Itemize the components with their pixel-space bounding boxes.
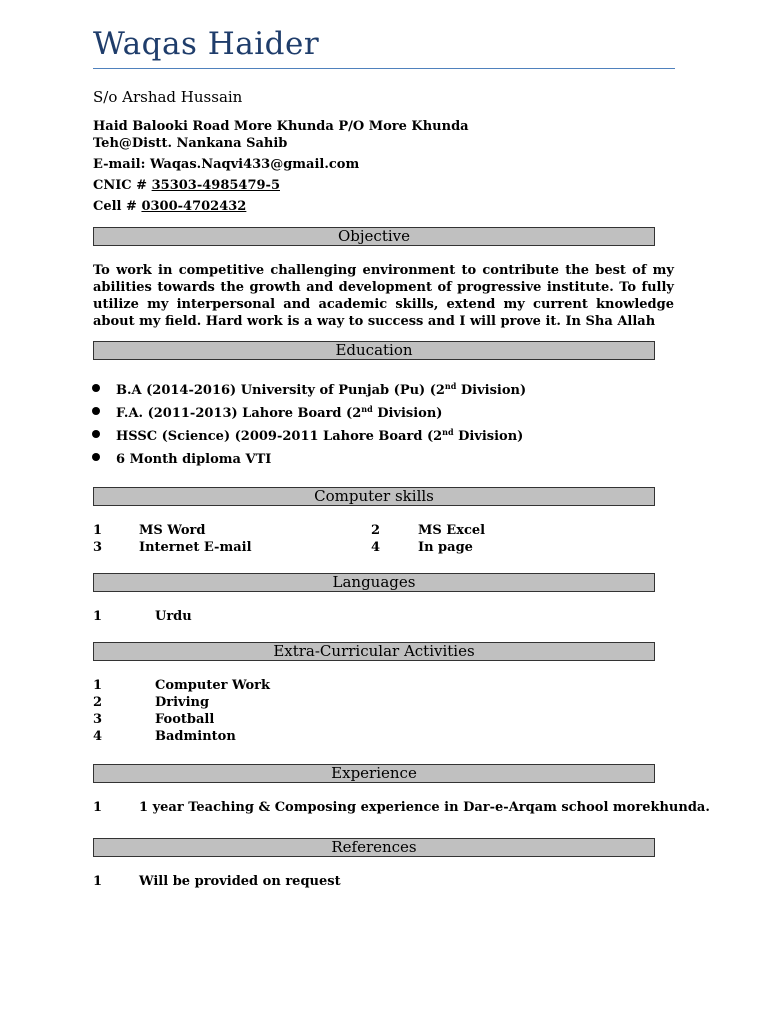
- activity-number: 3: [93, 712, 103, 727]
- section-languages-heading: Languages: [93, 573, 655, 592]
- cnic-label: CNIC #: [93, 178, 152, 193]
- skill-label: MS Excel: [418, 523, 486, 538]
- address-line-2: Teh@Distt. Nankana Sahib: [93, 136, 288, 151]
- education-item: HSSC (Science) (2009-2011 Lahore Board (2nd Division): [116, 427, 524, 444]
- section-computer-skills-heading: Computer skills: [93, 487, 655, 506]
- cell-value: 0300-4702432: [141, 199, 247, 214]
- parent-name: S/o Arshad Hussain: [93, 88, 243, 106]
- bullet-icon: [92, 430, 100, 438]
- cell-label: Cell #: [93, 199, 142, 214]
- skill-number: 3: [93, 540, 103, 555]
- candidate-name: Waqas Haider: [93, 26, 320, 62]
- skill-label: Internet E-mail: [139, 540, 252, 555]
- bullet-icon: [92, 453, 100, 461]
- education-item: B.A (2014-2016) University of Punjab (Pu) (2nd Division): [116, 381, 527, 398]
- activity-number: 4: [93, 729, 103, 744]
- bullet-icon: [92, 384, 100, 392]
- activity-label: Driving: [155, 695, 210, 710]
- education-item: 6 Month diploma VTI: [116, 452, 272, 467]
- activity-label: Football: [155, 712, 215, 727]
- objective-text: To work in competitive challenging environment to contribute the best of my abilities towards the growth and development of progressive institute. To fully utilize my interpersonal and academic skills, extend my current knowledge about my field. Hard work is a way to success and I will prove it. In Sha Allah: [93, 263, 674, 329]
- activity-label: Computer Work: [155, 678, 271, 693]
- activity-number: 2: [93, 695, 103, 710]
- language-number: 1: [93, 609, 103, 624]
- cnic-value: 35303-4985479-5: [151, 178, 280, 193]
- skill-number: 4: [371, 540, 381, 555]
- experience-number: 1: [93, 800, 103, 815]
- section-extra-curricular-heading: Extra-Curricular Activities: [93, 642, 655, 661]
- skill-number: 1: [93, 523, 103, 538]
- name-underline: [93, 68, 675, 69]
- section-objective-heading: Objective: [93, 227, 655, 246]
- cell-line: [93, 198, 246, 215]
- section-references-heading: References: [93, 838, 655, 857]
- cnic-line: [93, 177, 280, 194]
- email-line: [93, 156, 359, 173]
- section-experience-heading: Experience: [93, 764, 655, 783]
- activity-number: 1: [93, 678, 103, 693]
- education-item: F.A. (2011-2013) Lahore Board (2nd Division): [116, 404, 443, 421]
- experience-label: 1 year Teaching & Composing experience in Dar-e-Arqam school morekhunda.: [139, 800, 710, 815]
- address-line-1: Haid Balooki Road More Khunda P/O More Khunda: [93, 119, 469, 134]
- activity-label: Badminton: [155, 729, 236, 744]
- skill-label: MS Word: [139, 523, 206, 538]
- reference-number: 1: [93, 874, 103, 889]
- section-education-heading: Education: [93, 341, 655, 360]
- email-value[interactable]: Waqas.Naqvi433@gmail.com: [149, 157, 360, 172]
- email-label: E-mail:: [93, 157, 150, 172]
- skill-number: 2: [371, 523, 381, 538]
- bullet-icon: [92, 407, 100, 415]
- skill-label: In page: [418, 540, 473, 555]
- reference-label: Will be provided on request: [139, 874, 341, 889]
- language-label: Urdu: [155, 609, 192, 624]
